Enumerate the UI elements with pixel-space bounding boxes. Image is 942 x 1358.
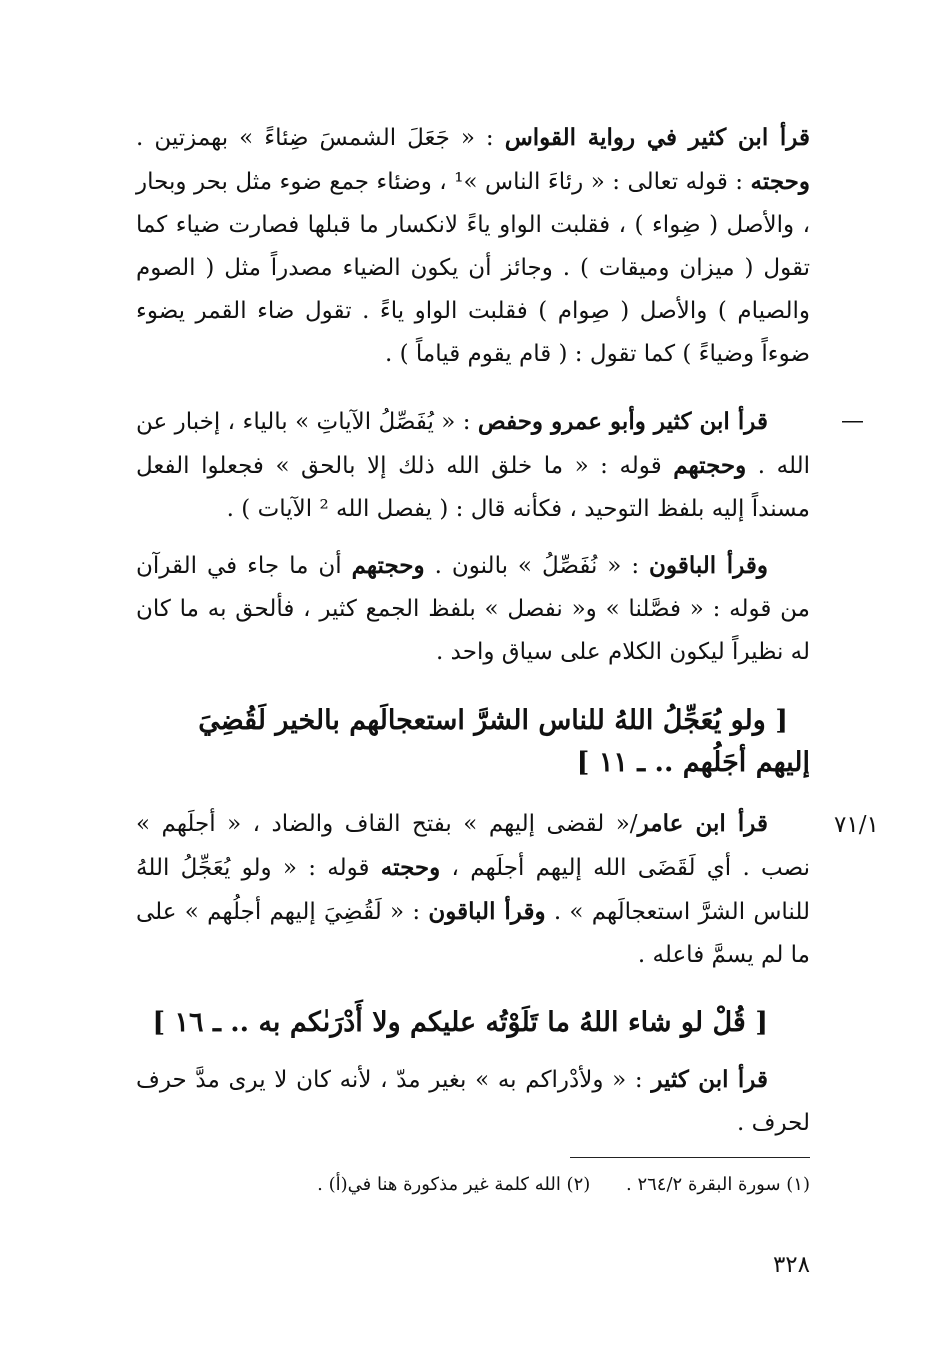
paragraph-ibn-kathir-qawwas [136, 116, 810, 376]
paragraph-ibn-kathir-abu-amr-hafs [136, 400, 864, 531]
argument-text: أن ما جاء في القرآن من قوله : « فصَّلنا » و« نفصل » بلفظ الجمع كثير ، فألحق به ما كان له نظيراً ليكون الكلام على سياق واحد . [136, 553, 810, 665]
paragraph-others-reading [136, 544, 810, 674]
footnote-2: (٢) الله كلمة غير مذكورة هنا في(أ) . [317, 1174, 591, 1195]
reading-attribution: وقرأ الباقون [649, 552, 768, 579]
reading-attribution: قرأ ابن كثير وأبو عمرو وحفص [477, 408, 768, 435]
margin-reference: ٧١/١ [834, 812, 879, 838]
paragraph-ibn-kathir-adrakum [136, 1058, 810, 1145]
reading-text: : « ولأدْراكم به » بغير مدّ ، لأنه كان لا يرى مدَّ حرف لحرف . [136, 1067, 810, 1136]
reading-attribution: وقرأ الباقون [428, 898, 546, 925]
argument-label: وحجتهم [673, 452, 747, 479]
paragraph-text [136, 116, 810, 376]
paragraph-text [136, 1058, 810, 1145]
reading-text: : « جَعَلَ الشمسَ ضِئاءً » بهمزتين . [136, 125, 505, 151]
reading-attribution: قرأ ابن كثير في رواية القواس [504, 124, 810, 151]
paragraph-text [136, 400, 810, 531]
footnote-1: (١) سورة البقرة ٢٦٤/٢ . [626, 1174, 810, 1195]
reading-attribution: قرأ ابن كثير [651, 1066, 768, 1093]
argument-text: قوله : « ولو يُعَجِّلُ اللهُ للناس الشرَّ استعجالَهم » . [136, 855, 810, 925]
reading-attribution: قرأ ابن عامر [637, 810, 768, 837]
section-dash: — [841, 408, 864, 434]
quran-verse-16: [ قُلْ لو شاء اللهُ ما تَلَوْتُه عليكم ولا أَدْرَىٰكم به .. ـ ١٦ ] [152, 1007, 768, 1038]
footnotes [230, 1168, 810, 1202]
footnote-separator [570, 1157, 810, 1158]
paragraph-ibn-amir [136, 802, 810, 977]
argument-text: : قوله تعالى : « رئاءَ الناس »¹ ، وضئاء جمع ضوء مثل بحر وبحار ، والأصل ( ضِواء ) ، فقلبت الواو ياءً لانكسار ما قبلها فصارت ضياء كما تقول ( ميزان وميقات ) . وجائز أن يكون الضياء مصدراً مثل ( الصوم والصيام ) والأصل ( صِوام ) فقلبت الواو ياءً . تقول ضاء القمر يضوء ضوءاً وضياءً ) كما تقول : ( قام يقوم قياماً ) . [136, 169, 810, 367]
argument-label: وحجته [750, 168, 810, 195]
reading-text: : « نُفَصِّلُ » بالنون . [424, 553, 650, 579]
page-number: ٣٢٨ [772, 1252, 810, 1278]
reading-text: : « يُفَصِّلُ الآياتِ » بالياء ، إخبار عن الله . [136, 409, 810, 479]
argument-text: قوله : « ما خلق الله ذلك إلا بالحق » فجعلوا الفعل مسنداً إليه بلفظ التوحيد ، فكأنه قال : ( يفصل الله ² الآيات ) . [136, 453, 810, 522]
argument-label: وحجتهم [351, 552, 425, 579]
reading-text: /« لقضى إليهم » بفتح القاف والضاد ، « أجلَهم » نصب . أي لَقَضَى الله إليهم أجلَهم ، [136, 811, 810, 881]
paragraph-text [136, 802, 810, 977]
reading-text: : « لَقُضِيَ إليهم أجلُهم » على ما لم يسمَّ فاعله . [136, 899, 810, 968]
quran-verse-11: [ ولو يُعَجِّلُ اللهُ للناس الشرَّ استعجالَهم بالخير لَقُضِيَ إليهم أجَلُهم .. ـ ١١ ] [198, 705, 810, 778]
paragraph-text [136, 544, 810, 674]
argument-label: وحجته [380, 854, 441, 881]
